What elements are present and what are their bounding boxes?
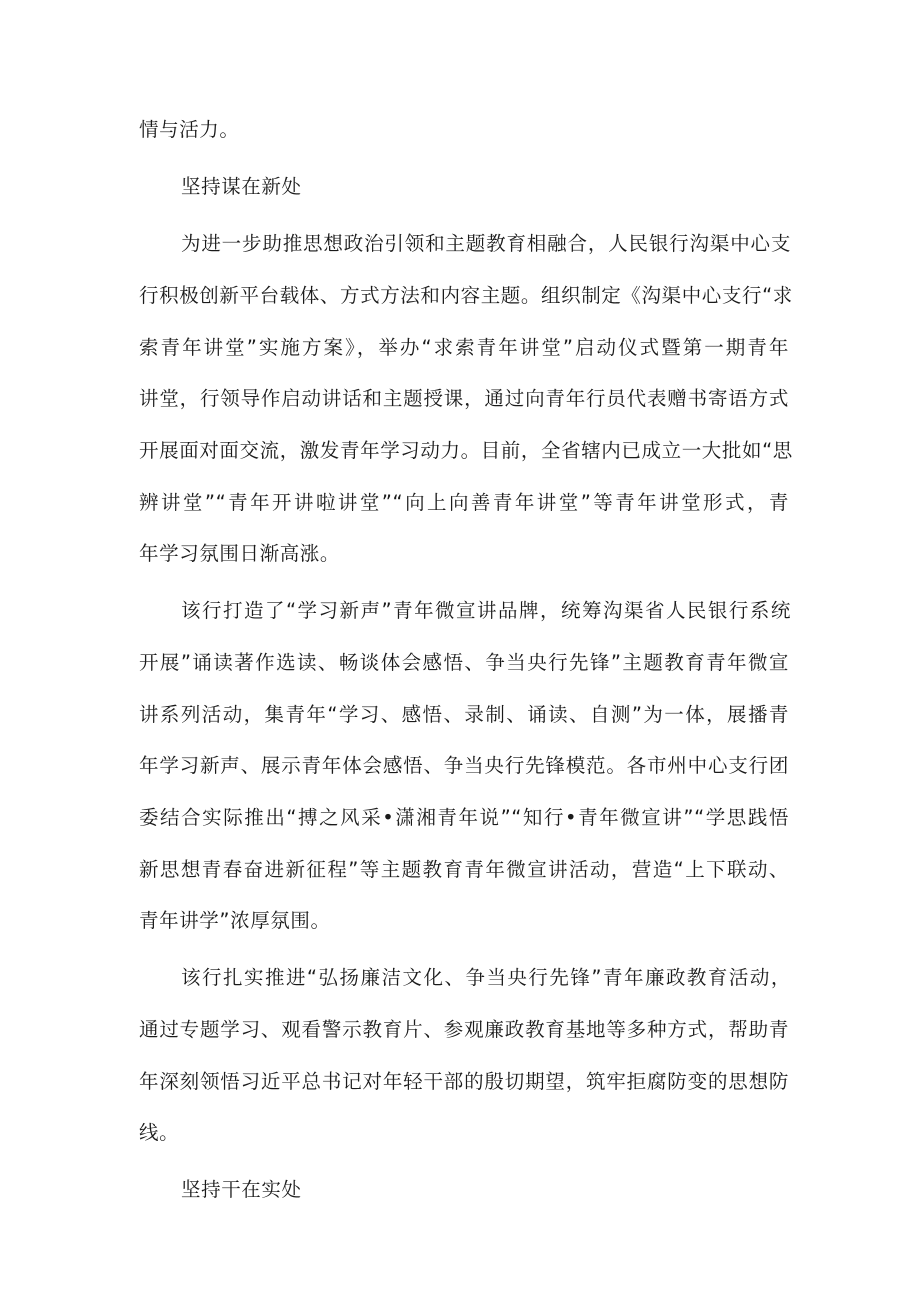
text-line: 讲系列活动，集青年“学习、感悟、录制、诵读、自测”为一体，展播青 <box>139 703 789 726</box>
text-line: 情与活力。 <box>139 118 240 141</box>
section-heading: 坚持干在实处 <box>181 1178 302 1201</box>
text-line: 青年讲学”浓厚氛围。 <box>139 909 331 932</box>
text-line: 开展面对面交流，激发青年学习动力。目前，全省辖内已成立一大批如“思 <box>139 439 793 462</box>
text-line: 开展”诵读著作选读、畅谈体会感悟、争当央行先锋”主题教育青年微宣 <box>139 651 789 674</box>
text-line: 索青年讲堂”实施方案》，举办“求索青年讲堂”启动仪式暨第一期青年 <box>139 336 789 359</box>
text-line: 年学习氛围日渐高涨。 <box>139 542 341 565</box>
text-line: 讲堂，行领导作启动讲话和主题授课，通过向青年行员代表赠书寄语方式 <box>139 387 789 410</box>
text-line: 委结合实际推出“搏之风采•潇湘青年说”“知行•青年微宣讲”“学思践悟 <box>139 806 789 829</box>
text-line: 线。 <box>139 1121 180 1144</box>
text-line: 年深刻领悟习近平总书记对年轻干部的殷切期望，筑牢拒腐防变的思想防 <box>139 1070 789 1093</box>
text-line: 该行扎实推进“弘扬廉洁文化、争当央行先锋”青年廉政教育活动， <box>181 966 791 989</box>
text-line: 为进一步助推思想政治引领和主题教育相融合，人民银行沟渠中心支 <box>181 232 791 255</box>
text-line: 新思想青春奋进新征程”等主题教育青年微宣讲活动，营造“上下联动、 <box>139 858 789 881</box>
text-line: 年学习新声、展示青年体会感悟、争当央行先锋模范。各市州中心支行团 <box>139 754 789 777</box>
text-line: 该行打造了“学习新声”青年微宣讲品牌，统筹沟渠省人民银行系统 <box>181 599 791 622</box>
section-heading: 坚持谋在新处 <box>181 175 302 198</box>
text-line: 辨讲堂”“青年开讲啦讲堂”“向上向善青年讲堂”等青年讲堂形式，青 <box>139 491 789 514</box>
text-line: 行积极创新平台载体、方式方法和内容主题。组织制定《沟渠中心支行“求 <box>139 284 793 307</box>
text-line: 通过专题学习、观看警示教育片、参观廉政教育基地等多种方式，帮助青 <box>139 1018 789 1041</box>
